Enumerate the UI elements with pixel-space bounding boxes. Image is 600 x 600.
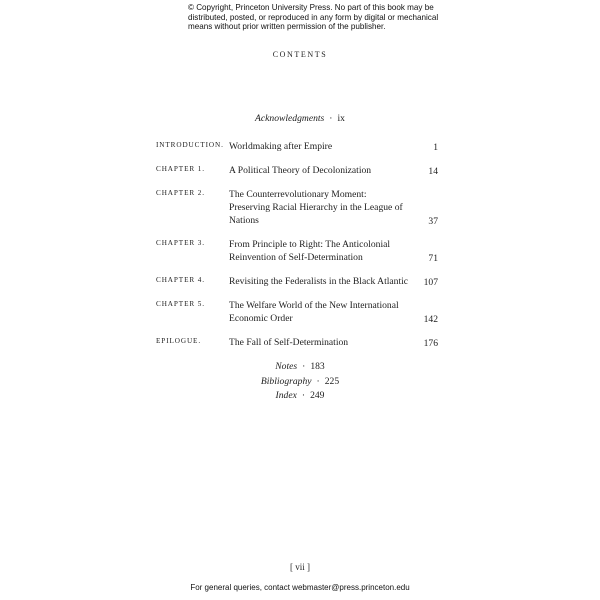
table-of-contents <box>156 140 438 349</box>
back-matter-entry <box>0 361 600 372</box>
footer-contact: For general queries, contact webmaster@press.princeton.edu <box>190 583 410 592</box>
toc-title: Worldmaking after Empire <box>229 141 333 152</box>
toc-title: The Counterrevolutionary Moment: Preserving Racial Hierarchy in the League of Nations <box>229 189 403 226</box>
toc-label: INTRODUCTION. <box>156 141 224 149</box>
separator-dot: · <box>329 113 333 124</box>
contents-heading: CONTENTS <box>272 50 328 59</box>
toc-page: 71 <box>428 253 438 264</box>
toc-page: 1 <box>433 142 438 153</box>
toc-page: 37 <box>428 216 438 227</box>
back-matter-page: 249 <box>310 390 325 401</box>
toc-title: The Welfare World of the New International Economic Order <box>229 300 399 324</box>
page-number: [ vii ] <box>290 562 310 572</box>
toc-label: CHAPTER 5. <box>156 300 205 308</box>
toc-title: From Principle to Right: The Anticolonial Reinvention of Self-Determination <box>229 239 391 263</box>
front-matter-page: ix <box>337 113 345 124</box>
copyright-line: © Copyright, Princeton University Press. No part of this book may be <box>188 3 434 12</box>
back-matter-page: 183 <box>310 361 325 372</box>
separator-dot: · <box>316 376 320 387</box>
front-matter-entry <box>0 113 600 124</box>
back-matter-name: Index <box>275 390 297 401</box>
toc-title: A Political Theory of Decolonization <box>229 165 372 176</box>
toc-entry <box>156 164 438 177</box>
copyright-notice <box>188 3 439 32</box>
copyright-line: means without prior written permission of the publisher. <box>188 22 386 32</box>
back-matter-page: 225 <box>324 376 340 387</box>
front-matter-name: Acknowledgments <box>255 113 325 124</box>
toc-entry <box>156 299 438 325</box>
toc-page: 107 <box>423 277 438 288</box>
toc-label: EPILOGUE. <box>156 337 202 345</box>
toc-label: CHAPTER 2. <box>156 189 205 197</box>
back-matter-entry <box>0 376 600 387</box>
toc-page: 14 <box>428 166 438 177</box>
toc-page: 176 <box>423 338 438 349</box>
toc-entry <box>156 238 438 264</box>
toc-title: The Fall of Self-Determination <box>229 337 349 348</box>
toc-entry <box>156 140 438 153</box>
toc-label: CHAPTER 4. <box>156 276 205 284</box>
toc-entry <box>156 336 438 349</box>
back-matter-name: Bibliography <box>260 376 312 387</box>
separator-dot: · <box>302 361 306 372</box>
toc-page: 142 <box>423 314 438 325</box>
toc-label: CHAPTER 3. <box>156 239 205 247</box>
toc-title: Revisiting the Federalists in the Black Atlantic <box>229 276 409 287</box>
toc-entry <box>156 188 438 227</box>
toc-entry <box>156 275 438 288</box>
toc-label: CHAPTER 1. <box>156 165 205 173</box>
copyright-line: distributed, posted, or reproduced in any form by digital or mechanical <box>188 12 439 22</box>
back-matter-name: Notes <box>275 361 298 372</box>
separator-dot: · <box>301 390 306 401</box>
back-matter-entry <box>0 390 600 401</box>
